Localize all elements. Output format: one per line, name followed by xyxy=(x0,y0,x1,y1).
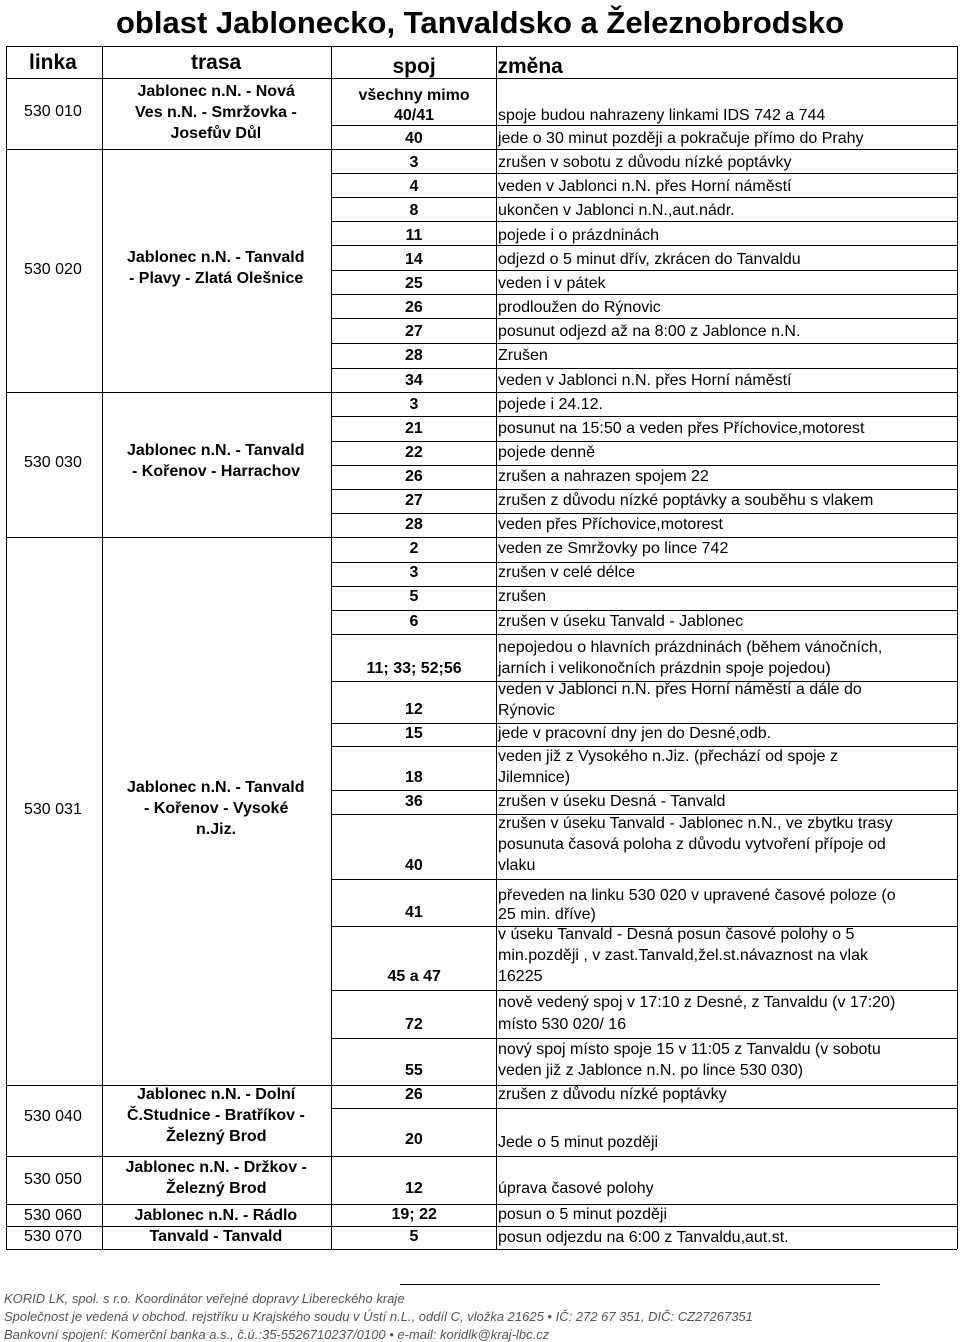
change-text: ukončen v Jablonci n.N.,aut.nádr. xyxy=(498,202,735,219)
connection-number: 5 xyxy=(409,588,419,605)
item-border xyxy=(331,416,957,417)
column-divider xyxy=(496,46,497,1249)
item-border xyxy=(331,1038,957,1039)
item-border xyxy=(331,723,957,724)
footer-line: Společnost je vedená v obchod. rejstříku u Krajského soudu v Ústí n.L., oddíl C, vložka 21625 • IČ: 272 67 351, DIČ: CZ27267351 xyxy=(4,1308,753,1324)
item-border xyxy=(331,790,957,791)
route-text: Josefův Důl xyxy=(170,125,262,142)
connection-number: 22 xyxy=(405,444,423,461)
line-number: 530 030 xyxy=(24,454,82,471)
row-border xyxy=(6,1249,957,1250)
connection-number: 72 xyxy=(405,1016,423,1033)
footer-line: Bankovní spojení: Komerční banka a.s., č.ú.:35-5526710237/0100 • e-mail: koridlk@kraj-lbc.cz xyxy=(4,1326,550,1342)
connection-number: 40 xyxy=(405,130,423,147)
connection-number: 3 xyxy=(409,564,419,581)
connection-number: 4 xyxy=(409,178,419,195)
connection-number: 28 xyxy=(405,347,423,364)
item-border xyxy=(331,586,957,587)
change-text: veden přes Příchovice,motorest xyxy=(498,516,723,533)
item-border xyxy=(331,1108,957,1109)
change-text: prodloužen do Rýnovic xyxy=(498,299,661,316)
header-zmena: změna xyxy=(497,54,563,78)
change-text: min.později , v zast.Tanvald,žel.st.návaznost na vlak xyxy=(498,947,868,964)
item-border xyxy=(331,125,957,126)
route-text: n.Jiz. xyxy=(196,821,237,838)
change-text: zrušen v úseku Desná - Tanvald xyxy=(498,793,726,810)
change-text: veden v Jablonci n.N. přes Horní náměstí a dále do xyxy=(498,681,862,698)
change-text: zrušen a nahrazen spojem 22 xyxy=(498,468,709,485)
connection-number: 26 xyxy=(405,468,423,485)
change-text: odjezd o 5 minut dřív, zkrácen do Tanvaldu xyxy=(498,251,801,268)
item-border xyxy=(331,197,957,198)
footer-rule xyxy=(400,1284,880,1285)
connection-number: 5 xyxy=(409,1228,419,1245)
change-text: zrušen v úseku Tanvald - Jablonec xyxy=(498,613,744,630)
connection-number: 36 xyxy=(405,793,423,810)
header-linka: linka xyxy=(29,50,77,74)
connection-number: 3 xyxy=(409,396,419,413)
item-border xyxy=(331,343,957,344)
route-text: - Plavy - Zlatá Olešnice xyxy=(129,270,304,287)
route-text: - Kořenov - Harrachov xyxy=(132,463,301,480)
connection-number: 19; 22 xyxy=(391,1206,437,1223)
change-text: zrušen v úseku Tanvald - Jablonec n.N., ve zbytku trasy xyxy=(498,815,893,832)
item-border xyxy=(331,489,957,490)
connection-number: 11; 33; 52;56 xyxy=(366,660,462,677)
item-border xyxy=(331,562,957,563)
change-text: veden i v pátek xyxy=(498,275,606,292)
item-border xyxy=(331,990,957,991)
change-text: nově vedený spoj v 17:10 z Desné, z Tanvaldu (v 17:20) xyxy=(498,994,896,1011)
change-text: veden již z Vysokého n.Jiz. (přechází od spoje z xyxy=(498,748,839,765)
change-text: jarních i velikonočních prázdnin spoje pojedou) xyxy=(498,660,831,677)
line-number: 530 060 xyxy=(24,1207,82,1224)
change-text: zrušen v celé délce xyxy=(498,564,635,581)
change-text: jede v pracovní dny jen do Desné,odb. xyxy=(498,725,772,742)
route-text: Železný Brod xyxy=(166,1180,267,1197)
change-text: veden ze Smržovky po lince 742 xyxy=(498,540,729,557)
item-border xyxy=(331,294,957,295)
connection-number: 45 a 47 xyxy=(387,968,441,985)
connection-number: 40/41 xyxy=(394,107,435,124)
connection-number: 21 xyxy=(405,420,423,437)
change-text: posunut na 15:50 a veden přes Příchovice,motorest xyxy=(498,420,865,437)
item-border xyxy=(331,513,957,514)
connection-number: 26 xyxy=(405,1086,423,1103)
connection-number: 15 xyxy=(405,725,423,742)
change-text: zrušen xyxy=(498,588,547,605)
change-text: posunut odjezd až na 8:00 z Jablonce n.N. xyxy=(498,323,801,340)
connection-number: 14 xyxy=(405,251,423,268)
change-text: Rýnovic xyxy=(498,702,555,719)
route-text: Jablonec n.N. - Nová xyxy=(137,83,295,100)
line-number: 530 070 xyxy=(24,1228,82,1245)
table-top-border xyxy=(6,46,957,47)
route-text: Ves n.N. - Smržovka - xyxy=(135,104,297,121)
connection-number: 28 xyxy=(405,516,423,533)
connection-number: 55 xyxy=(405,1062,423,1079)
item-border xyxy=(331,245,957,246)
table-right-border xyxy=(957,46,958,1249)
header-spoj: spoj xyxy=(392,54,436,78)
connection-number: 8 xyxy=(409,202,419,219)
row-border xyxy=(6,537,957,538)
item-border xyxy=(331,173,957,174)
route-text: Jablonec n.N. - Rádlo xyxy=(134,1207,298,1224)
header-bottom-border xyxy=(6,78,957,79)
row-border xyxy=(6,149,957,150)
item-border xyxy=(331,441,957,442)
change-text: nepojedou o hlavních prázdninách (během vánočních, xyxy=(498,639,883,656)
route-text: Jablonec n.N. - Držkov - xyxy=(125,1159,307,1176)
row-border xyxy=(6,1226,957,1227)
connection-number: všechny mimo xyxy=(358,87,470,104)
change-text: 25 min. dříve) xyxy=(498,906,596,923)
change-text: posun o 5 minut později xyxy=(498,1206,667,1223)
change-text: posun odjezdu na 6:00 z Tanvaldu,aut.st. xyxy=(498,1229,789,1246)
line-number: 530 010 xyxy=(24,103,82,120)
change-text: nový spoj místo spoje 15 v 11:05 z Tanvaldu (v sobotu xyxy=(498,1041,881,1058)
route-text: Tanvald - Tanvald xyxy=(149,1228,283,1245)
change-text: veden již z Jablonce n.N. po lince 530 030) xyxy=(498,1062,804,1079)
change-text: Zrušen xyxy=(498,347,548,364)
footer-line: KORID LK, spol. s r.o. Koordinátor veřejné dopravy Libereckého kraje xyxy=(4,1290,405,1306)
table-left-border xyxy=(6,46,7,1249)
line-number: 530 020 xyxy=(24,261,82,278)
change-text: vlaku xyxy=(498,857,536,874)
connection-number: 11 xyxy=(405,227,423,244)
connection-number: 12 xyxy=(405,701,423,718)
line-number: 530 050 xyxy=(24,1171,82,1188)
page-title: oblast Jablonecko, Tanvaldsko a Železnobrodsko xyxy=(116,4,845,40)
route-text: Č.Studnice - Bratříkov - xyxy=(127,1107,305,1124)
connection-number: 27 xyxy=(405,323,423,340)
change-text: úprava časové polohy xyxy=(498,1180,654,1197)
connection-number: 2 xyxy=(409,540,419,557)
connection-number: 3 xyxy=(409,154,419,171)
item-border xyxy=(331,746,957,747)
item-border xyxy=(331,634,957,635)
change-text: zrušen z důvodu nízké poptávky xyxy=(498,1086,727,1103)
column-divider xyxy=(102,46,103,1249)
connection-number: 26 xyxy=(405,299,423,316)
change-text: zrušen v sobotu z důvodu nízké poptávky xyxy=(498,154,792,171)
connection-number: 12 xyxy=(405,1180,423,1197)
connection-number: 40 xyxy=(405,857,423,874)
item-border xyxy=(331,270,957,271)
header-trasa: trasa xyxy=(191,50,242,74)
change-text: v úseku Tanvald - Desná posun časové polohy o 5 xyxy=(498,926,855,943)
change-text: veden v Jablonci n.N. přes Horní náměstí xyxy=(498,372,792,389)
change-text: veden v Jablonci n.N. přes Horní náměstí xyxy=(498,178,792,195)
item-border xyxy=(331,610,957,611)
row-border xyxy=(6,1156,957,1157)
row-border xyxy=(6,1204,957,1205)
item-border xyxy=(331,368,957,369)
change-text: Jede o 5 minut později xyxy=(498,1134,659,1151)
connection-number: 34 xyxy=(405,372,423,389)
route-text: Jablonec n.N. - Dolní xyxy=(137,1086,296,1103)
route-text: Železný Brod xyxy=(166,1128,267,1145)
column-divider xyxy=(331,46,332,1249)
change-text: místo 530 020/ 16 xyxy=(498,1016,627,1033)
change-text: pojede i o prázdninách xyxy=(498,227,660,244)
line-number: 530 031 xyxy=(24,801,82,818)
route-text: Jablonec n.N. - Tanvald xyxy=(127,779,305,796)
change-text: zrušen z důvodu nízké poptávky a souběhu s vlakem xyxy=(498,492,874,509)
item-border xyxy=(331,318,957,319)
line-number: 530 040 xyxy=(24,1108,82,1125)
change-text: pojede i 24.12. xyxy=(498,396,603,413)
item-border xyxy=(331,221,957,222)
route-text: - Kořenov - Vysoké xyxy=(144,800,289,817)
change-text: 16225 xyxy=(498,968,543,985)
change-text: pojede denně xyxy=(498,444,595,461)
change-text: spoje budou nahrazeny linkami IDS 742 a 744 xyxy=(498,107,826,124)
route-text: Jablonec n.N. - Tanvald xyxy=(127,442,305,459)
change-text: převeden na linku 530 020 v upravené časové poloze (o xyxy=(498,887,896,904)
item-border xyxy=(331,465,957,466)
route-text: Jablonec n.N. - Tanvald xyxy=(127,249,305,266)
connection-number: 20 xyxy=(405,1131,423,1148)
change-text: Jilemnice) xyxy=(498,769,571,786)
change-text: jede o 30 minut později a pokračuje přímo do Prahy xyxy=(498,130,864,147)
change-text: posunuta časová poloha z důvodu vytvoření přípoje od xyxy=(498,836,886,853)
connection-number: 18 xyxy=(405,769,423,786)
item-border xyxy=(331,879,957,880)
row-border xyxy=(6,392,957,393)
connection-number: 41 xyxy=(405,904,423,921)
connection-number: 27 xyxy=(405,492,423,509)
connection-number: 25 xyxy=(405,275,423,292)
connection-number: 6 xyxy=(409,613,419,630)
